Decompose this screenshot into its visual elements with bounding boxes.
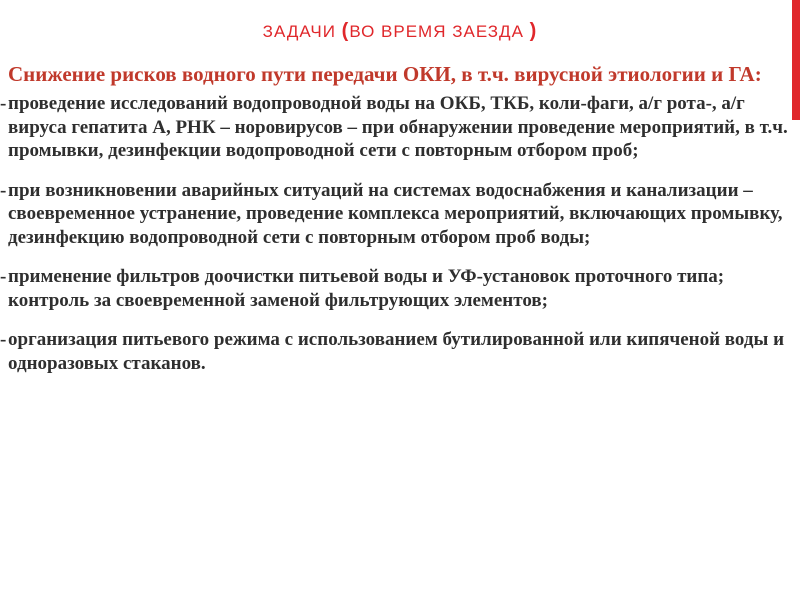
list-item-marker: - xyxy=(0,266,7,287)
slide-subtitle: Снижение рисков водного пути передачи ОКИ, в т.ч. вирусной этиологии и ГА: xyxy=(8,62,762,86)
list-item xyxy=(0,328,793,375)
list-item-marker: - xyxy=(0,179,7,201)
slide-content xyxy=(0,62,793,391)
list-item-text: проведение исследований водопроводной воды на ОКБ, ТКБ, коли-фаги, а/г рота-, а/г вируса гепатита А, РНК – норовирусов – при обнаружении проведение мероприятий, в т.ч. промывки, дезинфекции водопроводной сети с повторным отбором проб; xyxy=(8,93,788,161)
title-open-paren: ( xyxy=(341,20,350,42)
list-item-marker: - xyxy=(0,93,7,114)
list-item-text: при возникновении аварийных ситуаций на системах водоснабжения и канализации – своевременное устранение, проведение комплекса мероприятий, включающих промывку, дезинфекцию водопроводной сети с повторным отбором проб воды; xyxy=(8,179,783,248)
accent-bar xyxy=(792,0,800,120)
list-item-text: организация питьевого режима с использованием бутилированной или кипяченой воды и одноразовых стаканов. xyxy=(8,329,785,374)
list-item-marker: - xyxy=(0,329,7,350)
slide-title xyxy=(0,20,800,43)
title-part2: ВО ВРЕМЯ ЗАЕЗДА xyxy=(349,22,530,41)
list-item xyxy=(0,92,793,163)
list-item-text: применение фильтров доочистки питьевой воды и УФ-установок проточного типа; контроль за своевременной заменой фильтрующих элементов; xyxy=(8,266,725,311)
list-item xyxy=(0,265,793,312)
title-part1: ЗАДАЧИ xyxy=(262,22,342,41)
title-close-paren: ) xyxy=(529,20,538,42)
list-item xyxy=(0,179,793,250)
